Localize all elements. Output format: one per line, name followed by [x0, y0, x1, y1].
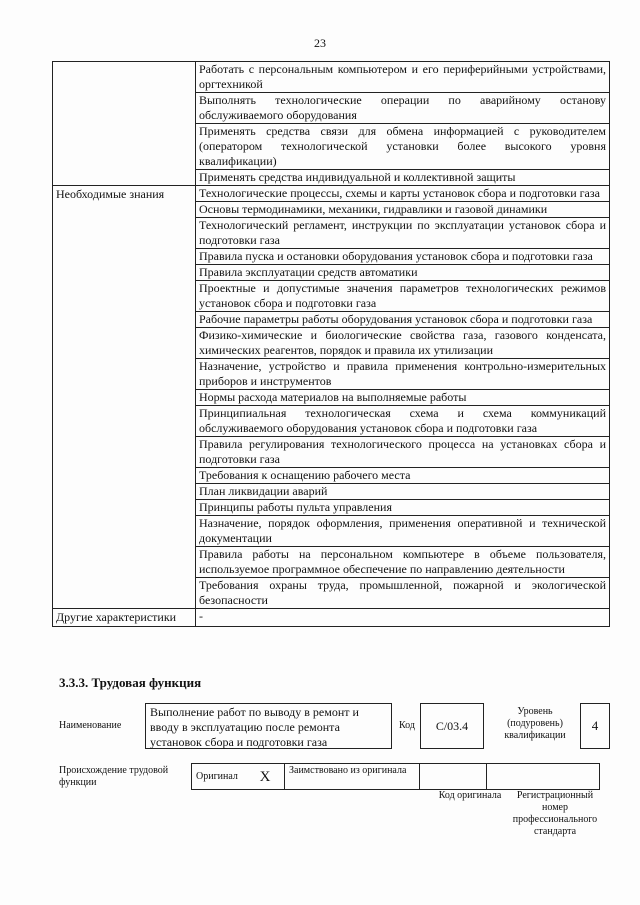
table-cell: Рабочие параметры работы оборудования установок сбора и подготовки газа: [196, 312, 610, 328]
table-cell: Нормы расхода материалов на выполняемые работы: [196, 390, 610, 406]
qualification-level-box: 4: [580, 703, 610, 749]
table-cell: Принципы работы пульта управления: [196, 500, 610, 516]
table-cell: Применять средства индивидуальной и коллективной защиты: [196, 170, 610, 186]
table-cell: Технологический регламент, инструкции по эксплуатации установок сбора и подготовки газа: [196, 218, 610, 249]
table-row: [53, 186, 610, 202]
table-cell: Требования к оснащению рабочего места: [196, 468, 610, 484]
code-value-box: С/03.4: [420, 703, 484, 749]
table-cell: Назначение, порядок оформления, применения оперативной и технической документации: [196, 516, 610, 547]
original-code-cell: [420, 764, 487, 790]
table-cell: -: [196, 609, 610, 627]
row-label: [53, 62, 196, 186]
table-cell: Выполнять технологические операции по аварийному останову обслуживаемого оборудования: [196, 93, 610, 124]
section-title: 3.3.3. Трудовая функция: [59, 675, 202, 690]
table-cell: Технологические процессы, схемы и карты установок сбора и подготовки газа: [196, 186, 610, 202]
registration-number-caption: Регистрационный номер профессионального стандарта: [512, 790, 598, 837]
table-cell: Работать с персональным компьютером и его периферийными устройствами, оргтехникой: [196, 62, 610, 93]
row-label: Другие характеристики: [53, 609, 196, 627]
original-label: Оригинал: [192, 764, 247, 790]
code-label: Код: [399, 720, 415, 731]
table-cell: Правила эксплуатации средств автоматики: [196, 265, 610, 281]
table-row: [53, 609, 610, 627]
original-code-caption: Код оригинала: [438, 790, 502, 801]
table-cell: Назначение, устройство и правила применения контрольно-измерительных приборов и инструментов: [196, 359, 610, 390]
origin-table: [191, 763, 600, 790]
qualification-level-label: Уровень (подуровень) квалификации: [504, 706, 566, 741]
table-cell: Правила регулирования технологического процесса на установках сбора и подготовки газа: [196, 437, 610, 468]
skills-table: [52, 61, 610, 627]
row-label: Необходимые знания: [53, 186, 196, 609]
table-cell: Правила работы на персональном компьютере в объеме пользователя, используемое программное обеспечение по направлению деятельности: [196, 547, 610, 578]
table-cell: Применять средства связи для обмена информацией с руководителем (оператором технологической установки более высокого уровня квалификации): [196, 124, 610, 170]
table-cell: Основы термодинамики, механики, гидравлики и газовой динамики: [196, 202, 610, 218]
table-cell: Принципиальная технологическая схема и схема коммуникаций обслуживаемого оборудования установок сбора и подготовки газа: [196, 406, 610, 437]
function-name-box: Выполнение работ по выводу в ремонт и вводу в эксплуатацию после ремонта установок сбора и подготовки газа: [145, 703, 392, 749]
table-cell: Правила пуска и остановки оборудования установок сбора и подготовки газа: [196, 249, 610, 265]
registration-number-cell: [487, 764, 600, 790]
page-number: 23: [314, 36, 326, 50]
table-cell: Физико-химические и биологические свойства газа, газового конденсата, химических реагентов, порядок и правила их утилизации: [196, 328, 610, 359]
table-cell: План ликвидации аварий: [196, 484, 610, 500]
table-row: [53, 62, 610, 93]
original-mark: X: [246, 764, 285, 790]
borrowed-label: Заимствовано из оригинала: [285, 764, 420, 790]
origin-label: Происхождение трудовой функции: [59, 765, 169, 788]
table-cell: Требования охраны труда, промышленной, пожарной и экологической безопасности: [196, 578, 610, 609]
name-label: Наименование: [59, 720, 122, 731]
table-cell: Проектные и допустимые значения параметров технологических режимов установок сбора и подготовки газа: [196, 281, 610, 312]
